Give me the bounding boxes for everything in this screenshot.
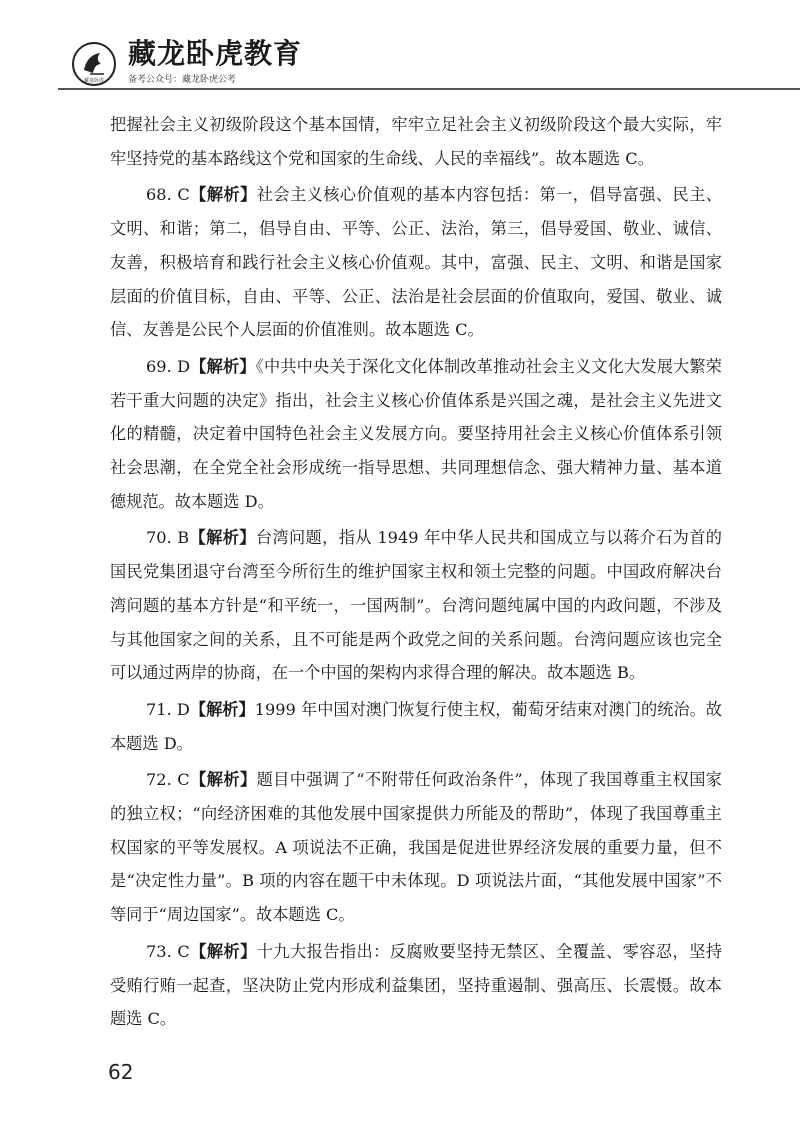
analysis-tag: 【解析】 [189,185,257,205]
brand-logo-icon [70,40,118,88]
paragraph-text: 题目中强调了“不附带任何政治条件”，体现了我国尊重主权国家的独立权；“向经济困难的其他发展中国家提供力所能及的帮助”，体现了我国尊重主权国家的平等发展权。A 项说法不正确，我国是促进世界经济发展的重要力量，但不是“决定性力量”。B 项的内容在题干中未体现。D 项说法片面，“其他发展中国家”不等同于“周边国家”。故本题选 C。 [110,770,722,925]
answer-68 [110,178,722,347]
analysis-tag: 【解析】 [190,356,256,376]
answer-number: 69. D [146,356,191,376]
brand-subtitle: 备考公众号：藏龙卧虎公考 [128,75,237,85]
answer-explanations [110,108,722,1039]
answer-number: 72. C [146,770,190,790]
analysis-tag: 【解析】 [189,699,255,719]
answer-number: 68. C [146,185,190,205]
paragraph-text: 社会主义核心价值观的基本内容包括：第一，倡导富强、民主、文明、和谐；第二，倡导自由、平等、公正、法治，第三，倡导爱国、敬业、诚信、友善，积极培育和践行社会主义核心价值观。其中，富强、民主、文明、和谐是国家层面的价值目标，自由、平等、公正、法治是社会层面的价值取向，爱国、敬业、诚信、友善是公民个人层面的价值准则。故本题选 C。 [110,185,723,340]
paragraph-text: 台湾问题，指从 1949 年中华人民共和国成立与以蒋介石为首的国民党集团退守台湾至今所衍生的维护国家主权和领土完整的问题。中国政府解决台湾问题的基本方针是“和平统一，一国两制”。台湾问题纯属中国的内政问题，不涉及与其他国家之间的关系，且不可能是两个政党之间的关系问题。台湾问题应该也完全可以通过两岸的协商，在一个中国的架构内求得合理的解决。故本题选 B。 [110,528,722,683]
answer-number: 73. C [146,941,190,961]
answer-69 [110,350,722,519]
paragraph-text: 十九大报告指出：反腐败要坚持无禁区、全覆盖、零容忍，坚持受贿行贿一起查，坚决防止党内形成利益集团，坚持重遏制、强高压、长震慑。故本题选 C。 [110,941,723,1029]
page-number: 62 [108,1060,134,1084]
analysis-tag: 【解析】 [189,941,257,961]
page-header [0,0,800,96]
brand-title: 藏龙卧虎教育 [128,37,303,70]
analysis-tag: 【解析】 [189,770,257,790]
paragraph-continuation [110,108,722,175]
paragraph-text: 1999 年中国对澳门恢复行使主权，葡萄牙结束对澳门的统治。故本题选 D。 [110,699,722,753]
answer-70 [110,521,722,690]
answer-72 [110,763,722,932]
answer-number: 71. D [146,699,190,719]
answer-73 [110,935,722,1036]
logo-text: 藏龙卧虎 [83,78,105,84]
paragraph-text: 把握社会主义初级阶段这个基本国情，牢牢立足社会主义初级阶段这个最大实际，牢牢坚持党的基本路线这个党和国家的生命线、人民的幸福线”。故本题选 C。 [110,115,722,168]
answer-number: 70. B [146,528,190,548]
paragraph-text: 《中共中央关于深化文化体制改革推动社会主义文化大发展大繁荣若干重大问题的决定》指出，社会主义核心价值体系是兴国之魂，是社会主义先进文化的精髓，决定着中国特色社会主义发展方向。要坚持用社会主义核心价值体系引领社会思潮，在全党全社会形成统一指导思想、共同理想信念、强大精神力量、基本道德规范。故本题选 D。 [110,356,722,511]
answer-71 [110,693,722,760]
analysis-tag: 【解析】 [189,528,256,548]
header-rule [58,88,800,90]
